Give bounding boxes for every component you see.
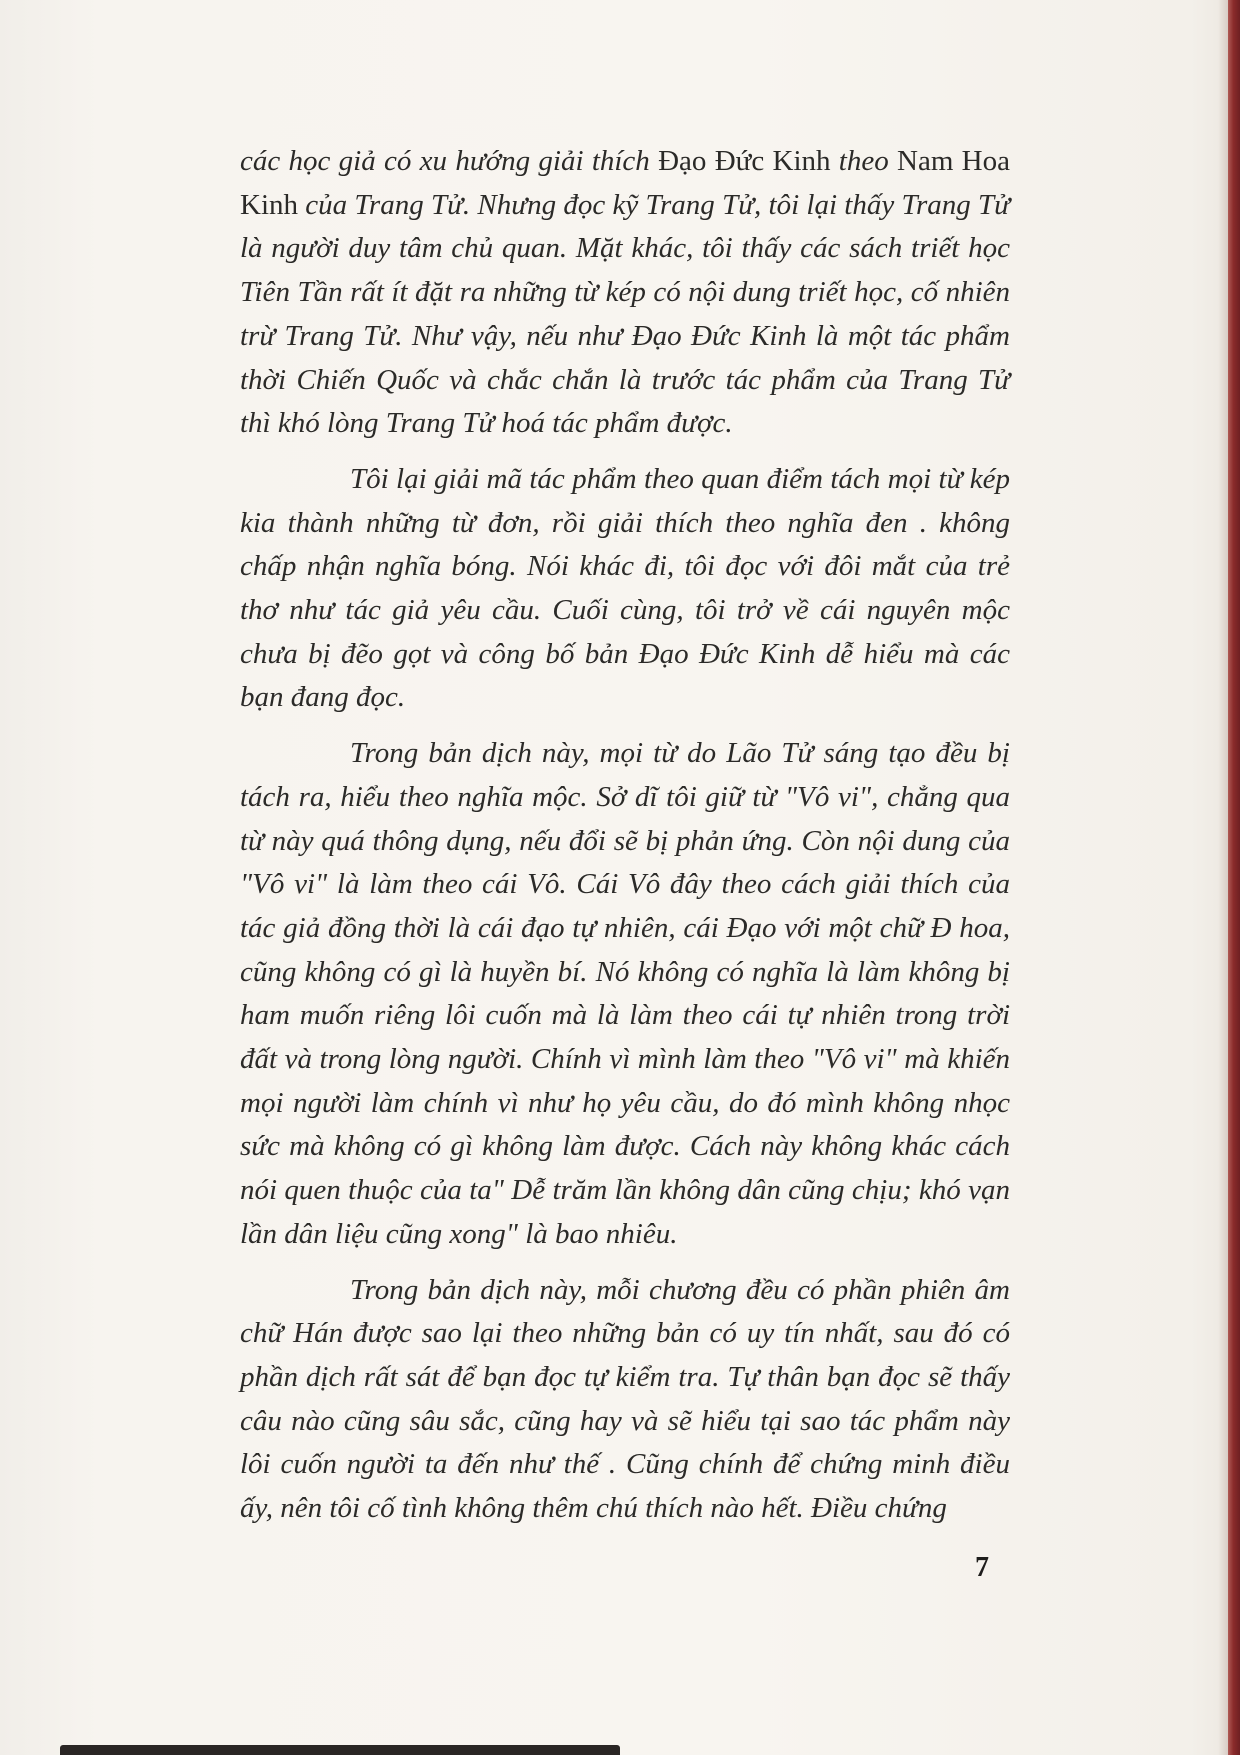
paragraph bbox=[240, 458, 1010, 720]
page-gutter-shadow bbox=[1218, 0, 1228, 1755]
body-text bbox=[240, 140, 1010, 1543]
text-segment: Nam Hoa Kinh bbox=[240, 145, 1010, 221]
page-number: 7 bbox=[975, 1552, 989, 1583]
paragraph bbox=[240, 1269, 1010, 1531]
text-segment: Tôi lại giải mã tác phẩm theo quan điểm tách mọi từ kép kia thành những từ đơn, rồi giải thích theo nghĩa đen . không chấp nhận nghĩa bóng. Nói khác đi, tôi đọc với đôi mắt của trẻ thơ như tác giả yêu cầu. Cuối cùng, tôi trở về cái nguyên mộc chưa bị đẽo gọt và công bố bản Đạo Đức Kinh dễ hiểu mà các bạn đang đọc. bbox=[240, 462, 1010, 714]
text-segment: Đạo Đức Kinh bbox=[658, 145, 831, 177]
text-segment: theo bbox=[830, 145, 898, 177]
text-segment: các học giả có xu hướng giải thích bbox=[240, 145, 659, 177]
bottom-edge-shadow bbox=[60, 1745, 620, 1755]
text-segment: Trong bản dịch này, mọi từ do Lão Tử sáng tạo đều bị tách ra, hiểu theo nghĩa mộc. Sở dĩ tôi giữ từ "Vô vi", chẳng qua từ này quá thông dụng, nếu đổi sẽ bị phản ứng. Còn nội dung của "Vô vi" là làm theo cái Vô. Cái Vô đây theo cách giải thích của tác giả đồng thời là cái đạo tự nhiên, cái Đạo với một chữ Đ hoa, cũng không có gì là huyền bí. Nó không có nghĩa là làm không bị ham muốn riêng lôi cuốn mà là làm theo cái tự nhiên trong trời đất và trong lòng người. Chính vì mình làm theo "Vô vi" mà khiến mọi người làm chính vì như họ yêu cầu, do đó mình không nhọc sức mà không có gì không làm được. Cách này không khác cách nói quen thuộc của ta" Dễ trăm lần không dân cũng chịu; khó vạn lần dân liệu cũng xong" là bao nhiêu. bbox=[240, 737, 1010, 1250]
paragraph bbox=[240, 140, 1010, 446]
book-cover-edge bbox=[1228, 0, 1240, 1755]
paragraph bbox=[240, 732, 1010, 1256]
text-segment: Trong bản dịch này, mỗi chương đều có phần phiên âm chữ Hán được sao lại theo những bản có uy tín nhất, sau đó có phần dịch rất sát để bạn đọc tự kiểm tra. Tự thân bạn đọc sẽ thấy câu nào cũng sâu sắc, cũng hay và sẽ hiểu tại sao tác phẩm này lôi cuốn người ta đến như thế . Cũng chính để chứng minh điều ấy, nên tôi cố tình không thêm chú thích nào hết. Điều chứng bbox=[240, 1273, 1010, 1525]
text-segment: của Trang Tử. Nhưng đọc kỹ Trang Tử, tôi lại thấy Trang Tử là người duy tâm chủ quan. Mặt khác, tôi thấy các sách triết học Tiên Tần rất ít đặt ra những từ kép có nội dung triết học, cố nhiên trừ Trang Tử. Như vậy, nếu như Đạo Đức Kinh là một tác phẩm thời Chiến Quốc và chắc chắn là trước tác phẩm của Trang Tử thì khó lòng Trang Tử hoá tác phẩm được. bbox=[240, 188, 1010, 440]
